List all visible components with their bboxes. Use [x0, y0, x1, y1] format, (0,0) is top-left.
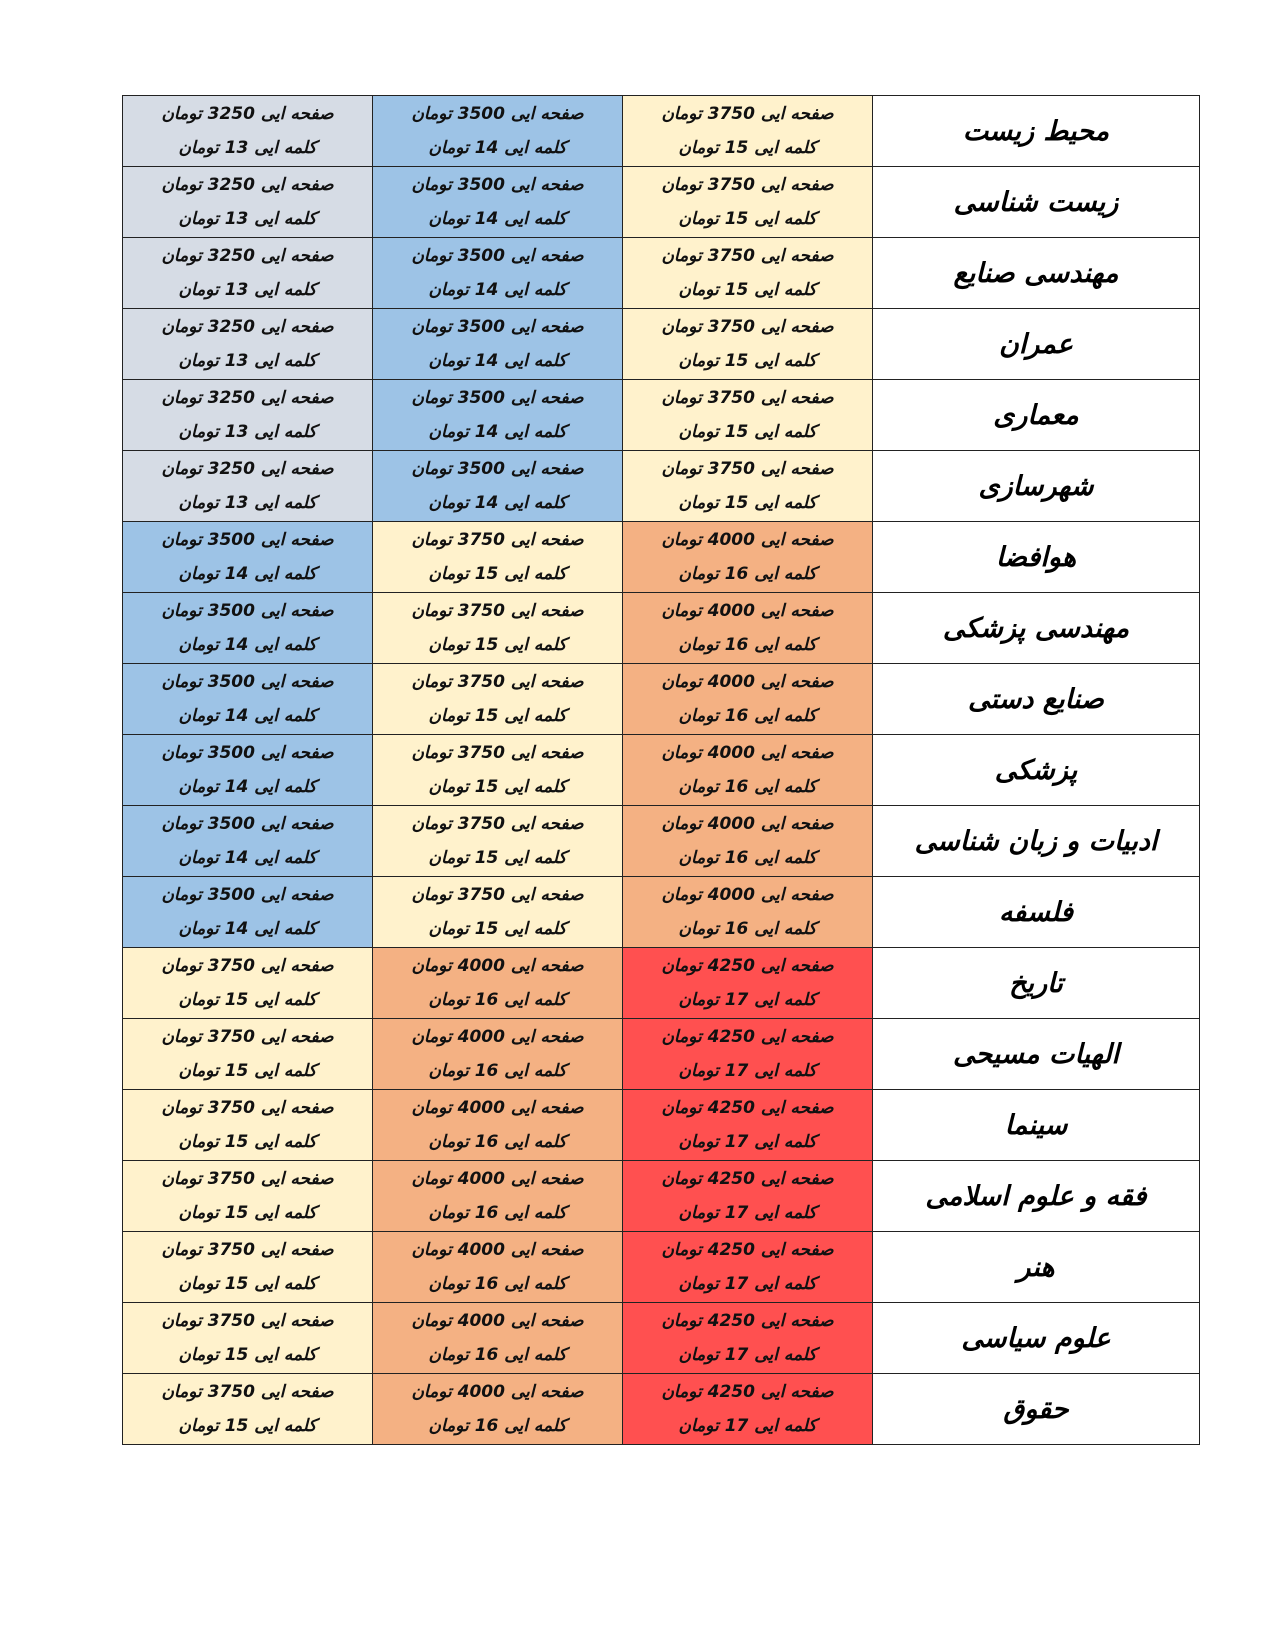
field-cell [873, 451, 1200, 522]
page-price-text: صفحه ایی 3750 تومان [161, 1169, 334, 1189]
page-price-text: صفحه ایی 4000 تومان [661, 743, 834, 763]
word-price-text: کلمه ایی 15 تومان [428, 635, 567, 655]
field-name: فلسفه [998, 896, 1074, 928]
price-cell [623, 948, 873, 1019]
word-price-text: کلمه ایی 16 تومان [678, 706, 817, 726]
price-cell [623, 522, 873, 593]
field-cell [873, 309, 1200, 380]
page-price-text: صفحه ایی 4000 تومان [661, 601, 834, 621]
word-price-text: کلمه ایی 16 تومان [428, 1274, 567, 1294]
price-cell [373, 1232, 623, 1303]
price-cell [373, 1019, 623, 1090]
field-cell [873, 664, 1200, 735]
page-price-text: صفحه ایی 3500 تومان [411, 317, 584, 337]
word-price-text: کلمه ایی 15 تومان [428, 848, 567, 868]
word-price-text: کلمه ایی 15 تومان [678, 138, 817, 158]
price-cell [123, 1090, 373, 1161]
price-cell [373, 664, 623, 735]
price-cell [123, 167, 373, 238]
page-price-text: صفحه ایی 3750 تومان [161, 1240, 334, 1260]
page-price-text: صفحه ایی 3750 تومان [661, 317, 834, 337]
price-cell [623, 1303, 873, 1374]
field-cell [873, 1374, 1200, 1445]
word-price-text: کلمه ایی 13 تومان [178, 493, 317, 513]
price-cell [623, 593, 873, 664]
word-price-text: کلمه ایی 14 تومان [178, 564, 317, 584]
page-price-text: صفحه ایی 3500 تومان [161, 672, 334, 692]
page-price-text: صفحه ایی 3500 تومان [411, 459, 584, 479]
word-price-text: کلمه ایی 17 تومان [678, 1274, 817, 1294]
field-name: سینما [1004, 1109, 1068, 1141]
table-row [123, 806, 1200, 877]
price-cell [123, 877, 373, 948]
price-cell [373, 167, 623, 238]
field-name: مهندسی صنایع [953, 257, 1119, 289]
page-price-text: صفحه ایی 3750 تومان [161, 1098, 334, 1118]
price-cell [623, 806, 873, 877]
page-price-text: صفحه ایی 3750 تومان [161, 1311, 334, 1331]
price-cell [623, 1374, 873, 1445]
word-price-text: کلمه ایی 15 تومان [178, 1203, 317, 1223]
page-price-text: صفحه ایی 3750 تومان [411, 530, 584, 550]
field-cell [873, 806, 1200, 877]
price-cell [623, 238, 873, 309]
page-price-text: صفحه ایی 3750 تومان [661, 459, 834, 479]
word-price-text: کلمه ایی 16 تومان [678, 919, 817, 939]
page-price-text: صفحه ایی 4000 تومان [661, 885, 834, 905]
price-cell [123, 1019, 373, 1090]
page-price-text: صفحه ایی 4250 تومان [661, 1382, 834, 1402]
word-price-text: کلمه ایی 13 تومان [178, 351, 317, 371]
field-name: الهیات مسیحی [953, 1038, 1119, 1070]
table-row [123, 1019, 1200, 1090]
price-cell [373, 451, 623, 522]
price-cell [623, 380, 873, 451]
table-row [123, 451, 1200, 522]
page-price-text: صفحه ایی 3750 تومان [411, 601, 584, 621]
table-row [123, 1232, 1200, 1303]
field-cell [873, 1090, 1200, 1161]
word-price-text: کلمه ایی 14 تومان [178, 635, 317, 655]
field-name: تاریخ [1009, 967, 1063, 999]
word-price-text: کلمه ایی 17 تومان [678, 1345, 817, 1365]
page-price-text: صفحه ایی 4000 تومان [411, 1169, 584, 1189]
page-price-text: صفحه ایی 3250 تومان [161, 175, 334, 195]
word-price-text: کلمه ایی 15 تومان [178, 1274, 317, 1294]
word-price-text: کلمه ایی 17 تومان [678, 1132, 817, 1152]
word-price-text: کلمه ایی 13 تومان [178, 422, 317, 442]
page-price-text: صفحه ایی 4000 تومان [661, 672, 834, 692]
page-price-text: صفحه ایی 3750 تومان [661, 104, 834, 124]
field-name: فقه و علوم اسلامی [925, 1180, 1147, 1212]
page-price-text: صفحه ایی 4000 تومان [411, 1382, 584, 1402]
price-cell [123, 96, 373, 167]
word-price-text: کلمه ایی 14 تومان [178, 919, 317, 939]
price-cell [123, 451, 373, 522]
price-cell [123, 593, 373, 664]
word-price-text: کلمه ایی 15 تومان [428, 706, 567, 726]
word-price-text: کلمه ایی 15 تومان [678, 280, 817, 300]
field-cell [873, 948, 1200, 1019]
word-price-text: کلمه ایی 16 تومان [678, 635, 817, 655]
price-cell [373, 1161, 623, 1232]
word-price-text: کلمه ایی 16 تومان [428, 1061, 567, 1081]
price-cell [373, 735, 623, 806]
table-row [123, 1374, 1200, 1445]
word-price-text: کلمه ایی 15 تومان [428, 777, 567, 797]
word-price-text: کلمه ایی 14 تومان [178, 777, 317, 797]
field-name: مهندسی پزشکی [942, 612, 1130, 644]
word-price-text: کلمه ایی 15 تومان [678, 209, 817, 229]
field-cell [873, 735, 1200, 806]
word-price-text: کلمه ایی 15 تومان [428, 919, 567, 939]
price-cell [123, 238, 373, 309]
page-price-text: صفحه ایی 3250 تومان [161, 104, 334, 124]
price-cell [373, 522, 623, 593]
page-price-text: صفحه ایی 3750 تومان [661, 246, 834, 266]
word-price-text: کلمه ایی 14 تومان [178, 848, 317, 868]
word-price-text: کلمه ایی 15 تومان [178, 1416, 317, 1436]
price-cell [373, 948, 623, 1019]
price-cell [623, 96, 873, 167]
page-price-text: صفحه ایی 3500 تومان [161, 530, 334, 550]
field-cell [873, 167, 1200, 238]
page-price-text: صفحه ایی 4250 تومان [661, 1169, 834, 1189]
page-price-text: صفحه ایی 4000 تومان [411, 956, 584, 976]
word-price-text: کلمه ایی 16 تومان [678, 564, 817, 584]
table-row [123, 96, 1200, 167]
table-row [123, 664, 1200, 735]
word-price-text: کلمه ایی 17 تومان [678, 990, 817, 1010]
table-row [123, 948, 1200, 1019]
price-cell [123, 1374, 373, 1445]
page-price-text: صفحه ایی 4250 تومان [661, 1027, 834, 1047]
page-price-text: صفحه ایی 4000 تومان [411, 1098, 584, 1118]
field-name: حقوق [1003, 1393, 1069, 1425]
price-cell [373, 877, 623, 948]
word-price-text: کلمه ایی 13 تومان [178, 280, 317, 300]
table-row [123, 1090, 1200, 1161]
field-cell [873, 1303, 1200, 1374]
field-name: زیست شناسی [953, 186, 1119, 218]
word-price-text: کلمه ایی 15 تومان [428, 564, 567, 584]
price-cell [623, 167, 873, 238]
page-price-text: صفحه ایی 3250 تومان [161, 388, 334, 408]
page-price-text: صفحه ایی 4000 تومان [411, 1027, 584, 1047]
page-price-text: صفحه ایی 3750 تومان [161, 1027, 334, 1047]
price-cell [373, 806, 623, 877]
word-price-text: کلمه ایی 14 تومان [178, 706, 317, 726]
price-cell [623, 1090, 873, 1161]
page-price-text: صفحه ایی 4250 تومان [661, 1098, 834, 1118]
table-row [123, 380, 1200, 451]
page-price-text: صفحه ایی 3500 تومان [411, 104, 584, 124]
page-price-text: صفحه ایی 3500 تومان [411, 388, 584, 408]
word-price-text: کلمه ایی 15 تومان [178, 1345, 317, 1365]
word-price-text: کلمه ایی 15 تومان [178, 990, 317, 1010]
word-price-text: کلمه ایی 15 تومان [178, 1132, 317, 1152]
table-row [123, 1161, 1200, 1232]
price-cell [623, 1232, 873, 1303]
word-price-text: کلمه ایی 14 تومان [428, 493, 567, 513]
page-price-text: صفحه ایی 4250 تومان [661, 1240, 834, 1260]
price-cell [373, 380, 623, 451]
price-cell [123, 948, 373, 1019]
page-price-text: صفحه ایی 3750 تومان [161, 1382, 334, 1402]
page-price-text: صفحه ایی 3750 تومان [411, 672, 584, 692]
field-name: عمران [999, 328, 1073, 360]
word-price-text: کلمه ایی 15 تومان [678, 422, 817, 442]
table-row [123, 877, 1200, 948]
price-cell [123, 1161, 373, 1232]
word-price-text: کلمه ایی 16 تومان [428, 1132, 567, 1152]
price-cell [123, 664, 373, 735]
field-cell [873, 593, 1200, 664]
word-price-text: کلمه ایی 16 تومان [678, 848, 817, 868]
field-cell [873, 1019, 1200, 1090]
page-price-text: صفحه ایی 3750 تومان [661, 388, 834, 408]
table-row [123, 522, 1200, 593]
price-table-body [123, 96, 1200, 1445]
page-price-text: صفحه ایی 4000 تومان [661, 530, 834, 550]
page-price-text: صفحه ایی 3250 تومان [161, 317, 334, 337]
table-row [123, 167, 1200, 238]
price-cell [623, 309, 873, 380]
price-cell [123, 735, 373, 806]
field-name: هوافضا [995, 541, 1077, 573]
page-price-text: صفحه ایی 3500 تومان [161, 814, 334, 834]
price-cell [373, 238, 623, 309]
page-price-text: صفحه ایی 3750 تومان [161, 956, 334, 976]
field-name: معماری [993, 399, 1079, 431]
price-cell [123, 806, 373, 877]
field-name: شهرسازی [978, 470, 1094, 502]
page-price-text: صفحه ایی 3500 تومان [161, 743, 334, 763]
table-row [123, 1303, 1200, 1374]
price-cell [373, 1090, 623, 1161]
page-price-text: صفحه ایی 3500 تومان [411, 175, 584, 195]
field-name: ادبیات و زبان شناسی [914, 825, 1158, 857]
word-price-text: کلمه ایی 15 تومان [178, 1061, 317, 1081]
page-price-text: صفحه ایی 4000 تومان [411, 1240, 584, 1260]
field-name: هنر [1017, 1251, 1055, 1283]
word-price-text: کلمه ایی 16 تومان [428, 1416, 567, 1436]
price-cell [623, 451, 873, 522]
word-price-text: کلمه ایی 13 تومان [178, 209, 317, 229]
field-name: علوم سیاسی [961, 1322, 1111, 1354]
page-price-text: صفحه ایی 3750 تومان [411, 814, 584, 834]
price-cell [373, 309, 623, 380]
word-price-text: کلمه ایی 17 تومان [678, 1061, 817, 1081]
price-cell [373, 1374, 623, 1445]
price-cell [623, 1161, 873, 1232]
field-name: پزشکی [994, 754, 1078, 786]
word-price-text: کلمه ایی 16 تومان [428, 1203, 567, 1223]
page-price-text: صفحه ایی 3750 تومان [411, 885, 584, 905]
field-cell [873, 1161, 1200, 1232]
page-price-text: صفحه ایی 3750 تومان [411, 743, 584, 763]
price-table [122, 95, 1200, 1445]
word-price-text: کلمه ایی 13 تومان [178, 138, 317, 158]
field-name: محیط زیست [962, 115, 1110, 147]
page-price-text: صفحه ایی 3750 تومان [661, 175, 834, 195]
word-price-text: کلمه ایی 14 تومان [428, 422, 567, 442]
price-cell [373, 1303, 623, 1374]
page-price-text: صفحه ایی 4000 تومان [661, 814, 834, 834]
table-row [123, 593, 1200, 664]
word-price-text: کلمه ایی 16 تومان [428, 1345, 567, 1365]
word-price-text: کلمه ایی 14 تومان [428, 138, 567, 158]
price-cell [373, 96, 623, 167]
page-price-text: صفحه ایی 3500 تومان [161, 601, 334, 621]
field-cell [873, 522, 1200, 593]
field-cell [873, 238, 1200, 309]
word-price-text: کلمه ایی 15 تومان [678, 351, 817, 371]
price-cell [123, 522, 373, 593]
page-price-text: صفحه ایی 3250 تومان [161, 246, 334, 266]
word-price-text: کلمه ایی 17 تومان [678, 1203, 817, 1223]
page-price-text: صفحه ایی 3500 تومان [411, 246, 584, 266]
page-price-text: صفحه ایی 3250 تومان [161, 459, 334, 479]
table-row [123, 309, 1200, 380]
price-cell [123, 309, 373, 380]
page-price-text: صفحه ایی 3500 تومان [161, 885, 334, 905]
price-cell [623, 1019, 873, 1090]
word-price-text: کلمه ایی 17 تومان [678, 1416, 817, 1436]
price-cell [623, 664, 873, 735]
table-row [123, 735, 1200, 806]
price-cell [373, 593, 623, 664]
word-price-text: کلمه ایی 16 تومان [678, 777, 817, 797]
price-cell [623, 877, 873, 948]
word-price-text: کلمه ایی 14 تومان [428, 280, 567, 300]
page-price-text: صفحه ایی 4250 تومان [661, 956, 834, 976]
price-cell [123, 380, 373, 451]
field-name: صنایع دستی [968, 683, 1104, 715]
word-price-text: کلمه ایی 14 تومان [428, 209, 567, 229]
field-cell [873, 1232, 1200, 1303]
word-price-text: کلمه ایی 16 تومان [428, 990, 567, 1010]
page-price-text: صفحه ایی 4250 تومان [661, 1311, 834, 1331]
word-price-text: کلمه ایی 15 تومان [678, 493, 817, 513]
page-price-text: صفحه ایی 4000 تومان [411, 1311, 584, 1331]
table-row [123, 238, 1200, 309]
word-price-text: کلمه ایی 14 تومان [428, 351, 567, 371]
field-cell [873, 96, 1200, 167]
price-cell [123, 1303, 373, 1374]
field-cell [873, 877, 1200, 948]
field-cell [873, 380, 1200, 451]
price-cell [623, 735, 873, 806]
price-cell [123, 1232, 373, 1303]
